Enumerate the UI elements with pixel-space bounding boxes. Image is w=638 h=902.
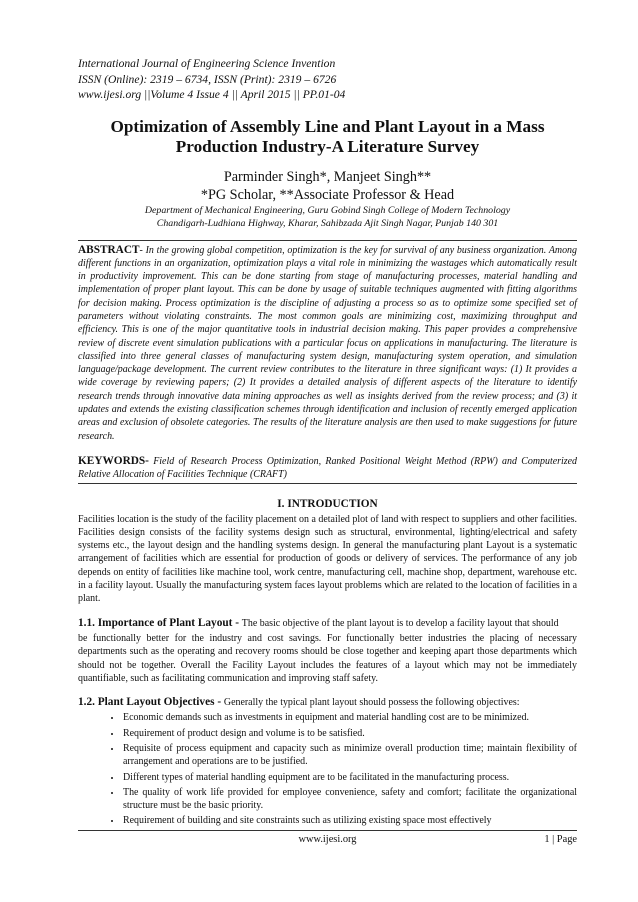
section-1-1 xyxy=(78,617,577,630)
affiliation-line-2: Chandigarh-Ludhiana Highway, Kharar, Sahibzada Ajit Singh Nagar, Punjab 140 301 xyxy=(156,218,499,229)
paper-page xyxy=(78,56,577,830)
keywords-label: KEYWORDS- xyxy=(78,454,149,467)
list-item: • Economic demands such as investments in equipment and material handling cost are to be minimized. xyxy=(122,711,577,724)
list-item: • Requirement of building and site constraints such as utilizing existing space most effectively xyxy=(122,814,577,827)
journal-header xyxy=(78,56,577,103)
section-1-1-lead: The basic objective of the plant layout is to develop a facility layout that should xyxy=(241,617,559,629)
section-1-2-heading: 1.2. Plant Layout Objectives - xyxy=(78,696,224,709)
section-1-2 xyxy=(78,696,577,709)
footer-site: www.ijesi.org xyxy=(298,834,357,845)
list-item: • Different types of material handling equipment are to be facilitated in the manufacturing process. xyxy=(122,771,577,784)
abstract xyxy=(78,244,577,443)
objectives-list xyxy=(78,711,577,827)
journal-issue: www.ijesi.org ||Volume 4 Issue 4 || April 2015 || PP.01-04 xyxy=(78,88,346,101)
page-footer xyxy=(78,830,577,847)
abstract-section xyxy=(78,240,577,483)
author-roles: *PG Scholar, **Associate Professor & Head xyxy=(200,186,455,203)
affiliation-line-1: Department of Mechanical Engineering, Guru Gobind Singh College of Modern Technology xyxy=(144,204,511,216)
section-1-1-heading: 1.1. Importance of Plant Layout - xyxy=(78,616,242,629)
section-1-2-lead: Generally the typical plant layout should possess the following objectives: xyxy=(223,697,520,709)
section-heading-introduction: I. INTRODUCTION xyxy=(277,497,378,510)
title-line-1: Optimization of Assembly Line and Plant Layout in a Mass xyxy=(110,116,545,136)
list-item: • Requisite of process equipment and capacity such as minimize overall production time; maintain flexibility of arrangement and operations are to be justified. xyxy=(122,742,577,769)
keywords-divider xyxy=(78,483,577,484)
intro-paragraph: Facilities location is the study of the facility placement on a detailed plot of land with respect to suppliers and other facilities. Facilities design consists of the facility systems design such as structural, environmental, lighting/electrical and safety systems etc., the layout design and the handling systems design. In general the manufacturing plant Layout is a systematic arrangement of facilities which are essential for production of goods or delivery of services. The performance of any job depends on entity of facilities like machine tool, work centre, manufacturing cell, machine shop, department, warehouse etc. in a facility layout. Usually the manufacturing system faces layout problems which are related to the location of facilities in a plant. xyxy=(78,513,577,605)
list-item: • Requirement of product design and volume is to be satisfied. xyxy=(122,727,577,740)
journal-name: International Journal of Engineering Science Invention xyxy=(78,57,336,70)
abstract-text: - In the growing global competition, optimization is the key for survival of any business organization. Among different functions in an organization, optimization plays a vital role in minimizing the wastages which automatically result in productivity improvement. This can be done starting from stage of manufacturing processes, material handling and implementation of proper plant layout. This can be done by usage of suitable techniques augmented with fitting algorithms for decision making. Process optimization is the discipline of adjusting a process so as to optimize some specified set of parameters without violating constraints. The most common goals are minimizing cost, maximizing throughput and efficiency. This is one of the major quantitative tools in industrial decision making. This paper provides a comprehensive review of discrete event simulation publications with a particular focus on applications in manufacturing. The literature is classified into three general classes of manufacturing system design, manufacturing system operation, and simulation language/package development. The current review contributes to the literature in three significant ways: (1) It provides a wide coverage by reviewing papers; (2) It provides a detailed analysis of different aspects of the literature to identify research trends through innovative data mining approaches as well as insights derived from the review process; and (3) it updates and extends the existing classification schemes through identification and inclusion of recently emerged application areas and exclusion of obsolete categories. The results of the literature analysis are then used to make suggestions for future research. xyxy=(78,244,577,442)
author-block xyxy=(78,168,577,204)
keywords xyxy=(78,455,577,483)
section-1-1-paragraph: be functionally better for the industry and cost savings. For functionally better industries the placing of necessary departments such as the operating and recovery rooms should be close together and keeping apart those departments which should not be together. Overall the Facility Layout includes the features of a layout which may not be immediately quantifiable, such as facilitating communication and improving staff safety. xyxy=(78,632,577,684)
journal-issn: ISSN (Online): 2319 – 6734, ISSN (Print): 2319 – 6726 xyxy=(78,72,337,86)
title-line-2: Production Industry-A Literature Survey xyxy=(175,137,480,156)
affiliation xyxy=(78,204,577,231)
list-item: • The quality of work life provided for employee convenience, safety and comfort; facilitate the organizational structure must be the basic priority. xyxy=(122,786,577,813)
paper-title xyxy=(78,117,577,158)
author-names: Parminder Singh*, Manjeet Singh** xyxy=(223,168,432,185)
abstract-label: ABSTRACT xyxy=(78,243,140,256)
keywords-text: Field of Research Process Optimization, Ranked Positional Weight Method (RPW) and Computerized Relative Allocation of Facilities Technique (CRAFT) xyxy=(78,455,577,481)
page-number: 1 | Page xyxy=(544,834,577,845)
